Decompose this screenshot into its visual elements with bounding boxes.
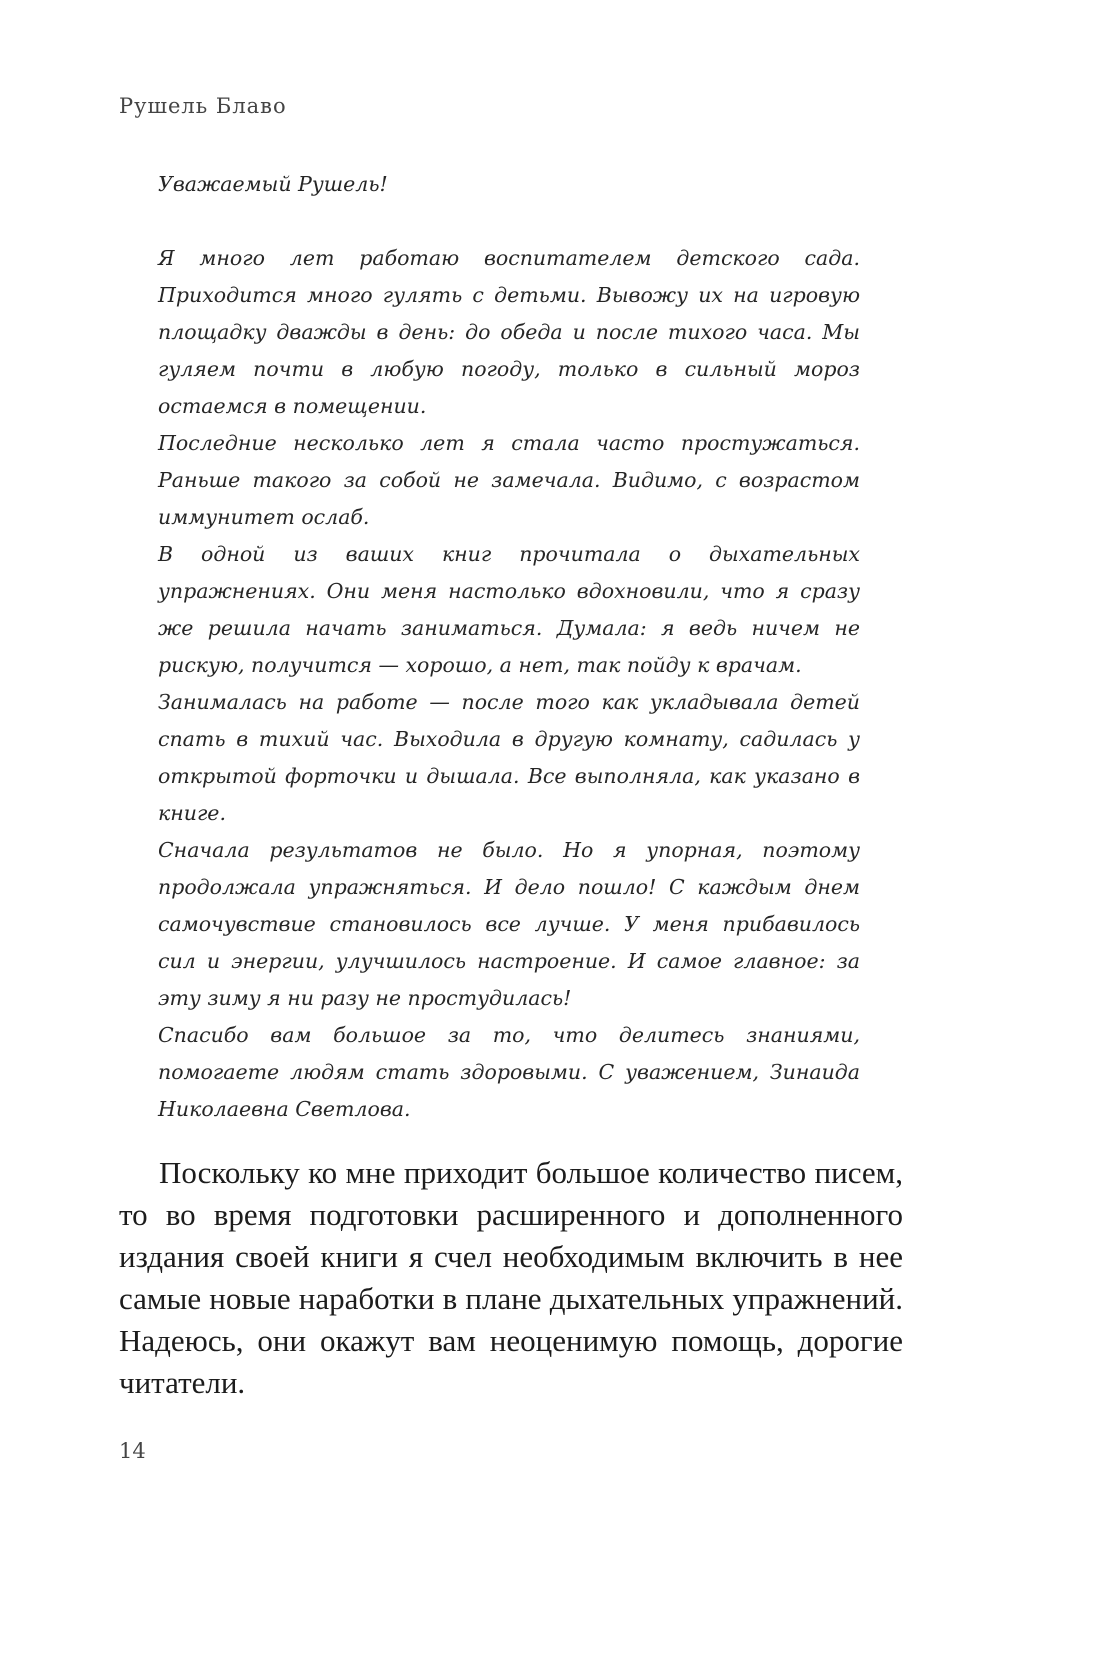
letter-paragraph: Спасибо вам большое за то, что делитесь знаниями, помогаете людям стать здоровыми. С уважением, Зинаида Николаевна Светлова.: [158, 1023, 860, 1121]
letter-salutation: Уважаемый Рушель!: [158, 172, 388, 196]
body-paragraph: Поскольку ко мне приходит большое количество писем, то во время подготовки расширенного и дополненного издания своей книги я счел необходимым включить в нее самые новые наработки в плане дыхательных упражнений. Надеюсь, они окажут вам неоценимую помощь, дорогие читатели.: [119, 1155, 903, 1400]
letter-paragraph: Занималась на работе — после того как укладывала детей спать в тихий час. Выходила в другую комнату, садилась у открытой форточки и дышала. Все выполняла, как указано в книге.: [158, 690, 860, 825]
letter-paragraph: Последние несколько лет я стала часто простужаться. Раньше такого за собой не замечала. Видимо, с возрастом иммунитет ослаб.: [158, 431, 860, 529]
letter-paragraph: В одной из ваших книг прочитала о дыхательных упражнениях. Они меня настолько вдохновили, что я сразу же решила начать заниматься. Думала: я ведь ничем не рискую, получится — хорошо, а нет, так пойду к врачам.: [158, 542, 860, 677]
reader-letter: [158, 166, 860, 1128]
letter-paragraph: Сначала результатов не было. Но я упорная, поэтому продолжала упражняться. И дело пошло! С каждым днем самочувствие становилось все лучше. У меня прибавилось сил и энергии, улучшилось настроение. И самое главное: за эту зиму я ни разу не простудилась!: [158, 838, 860, 1010]
page-number: 14: [119, 1439, 146, 1463]
running-head-author: Рушель Блаво: [119, 94, 287, 118]
letter-paragraph: Я много лет работаю воспитателем детского сада. Приходится много гулять с детьми. Вывожу их на игровую площадку дважды в день: до обеда и после тихого часа. Мы гуляем почти в любую погоду, только в сильный мороз остаемся в помещении.: [158, 246, 860, 418]
